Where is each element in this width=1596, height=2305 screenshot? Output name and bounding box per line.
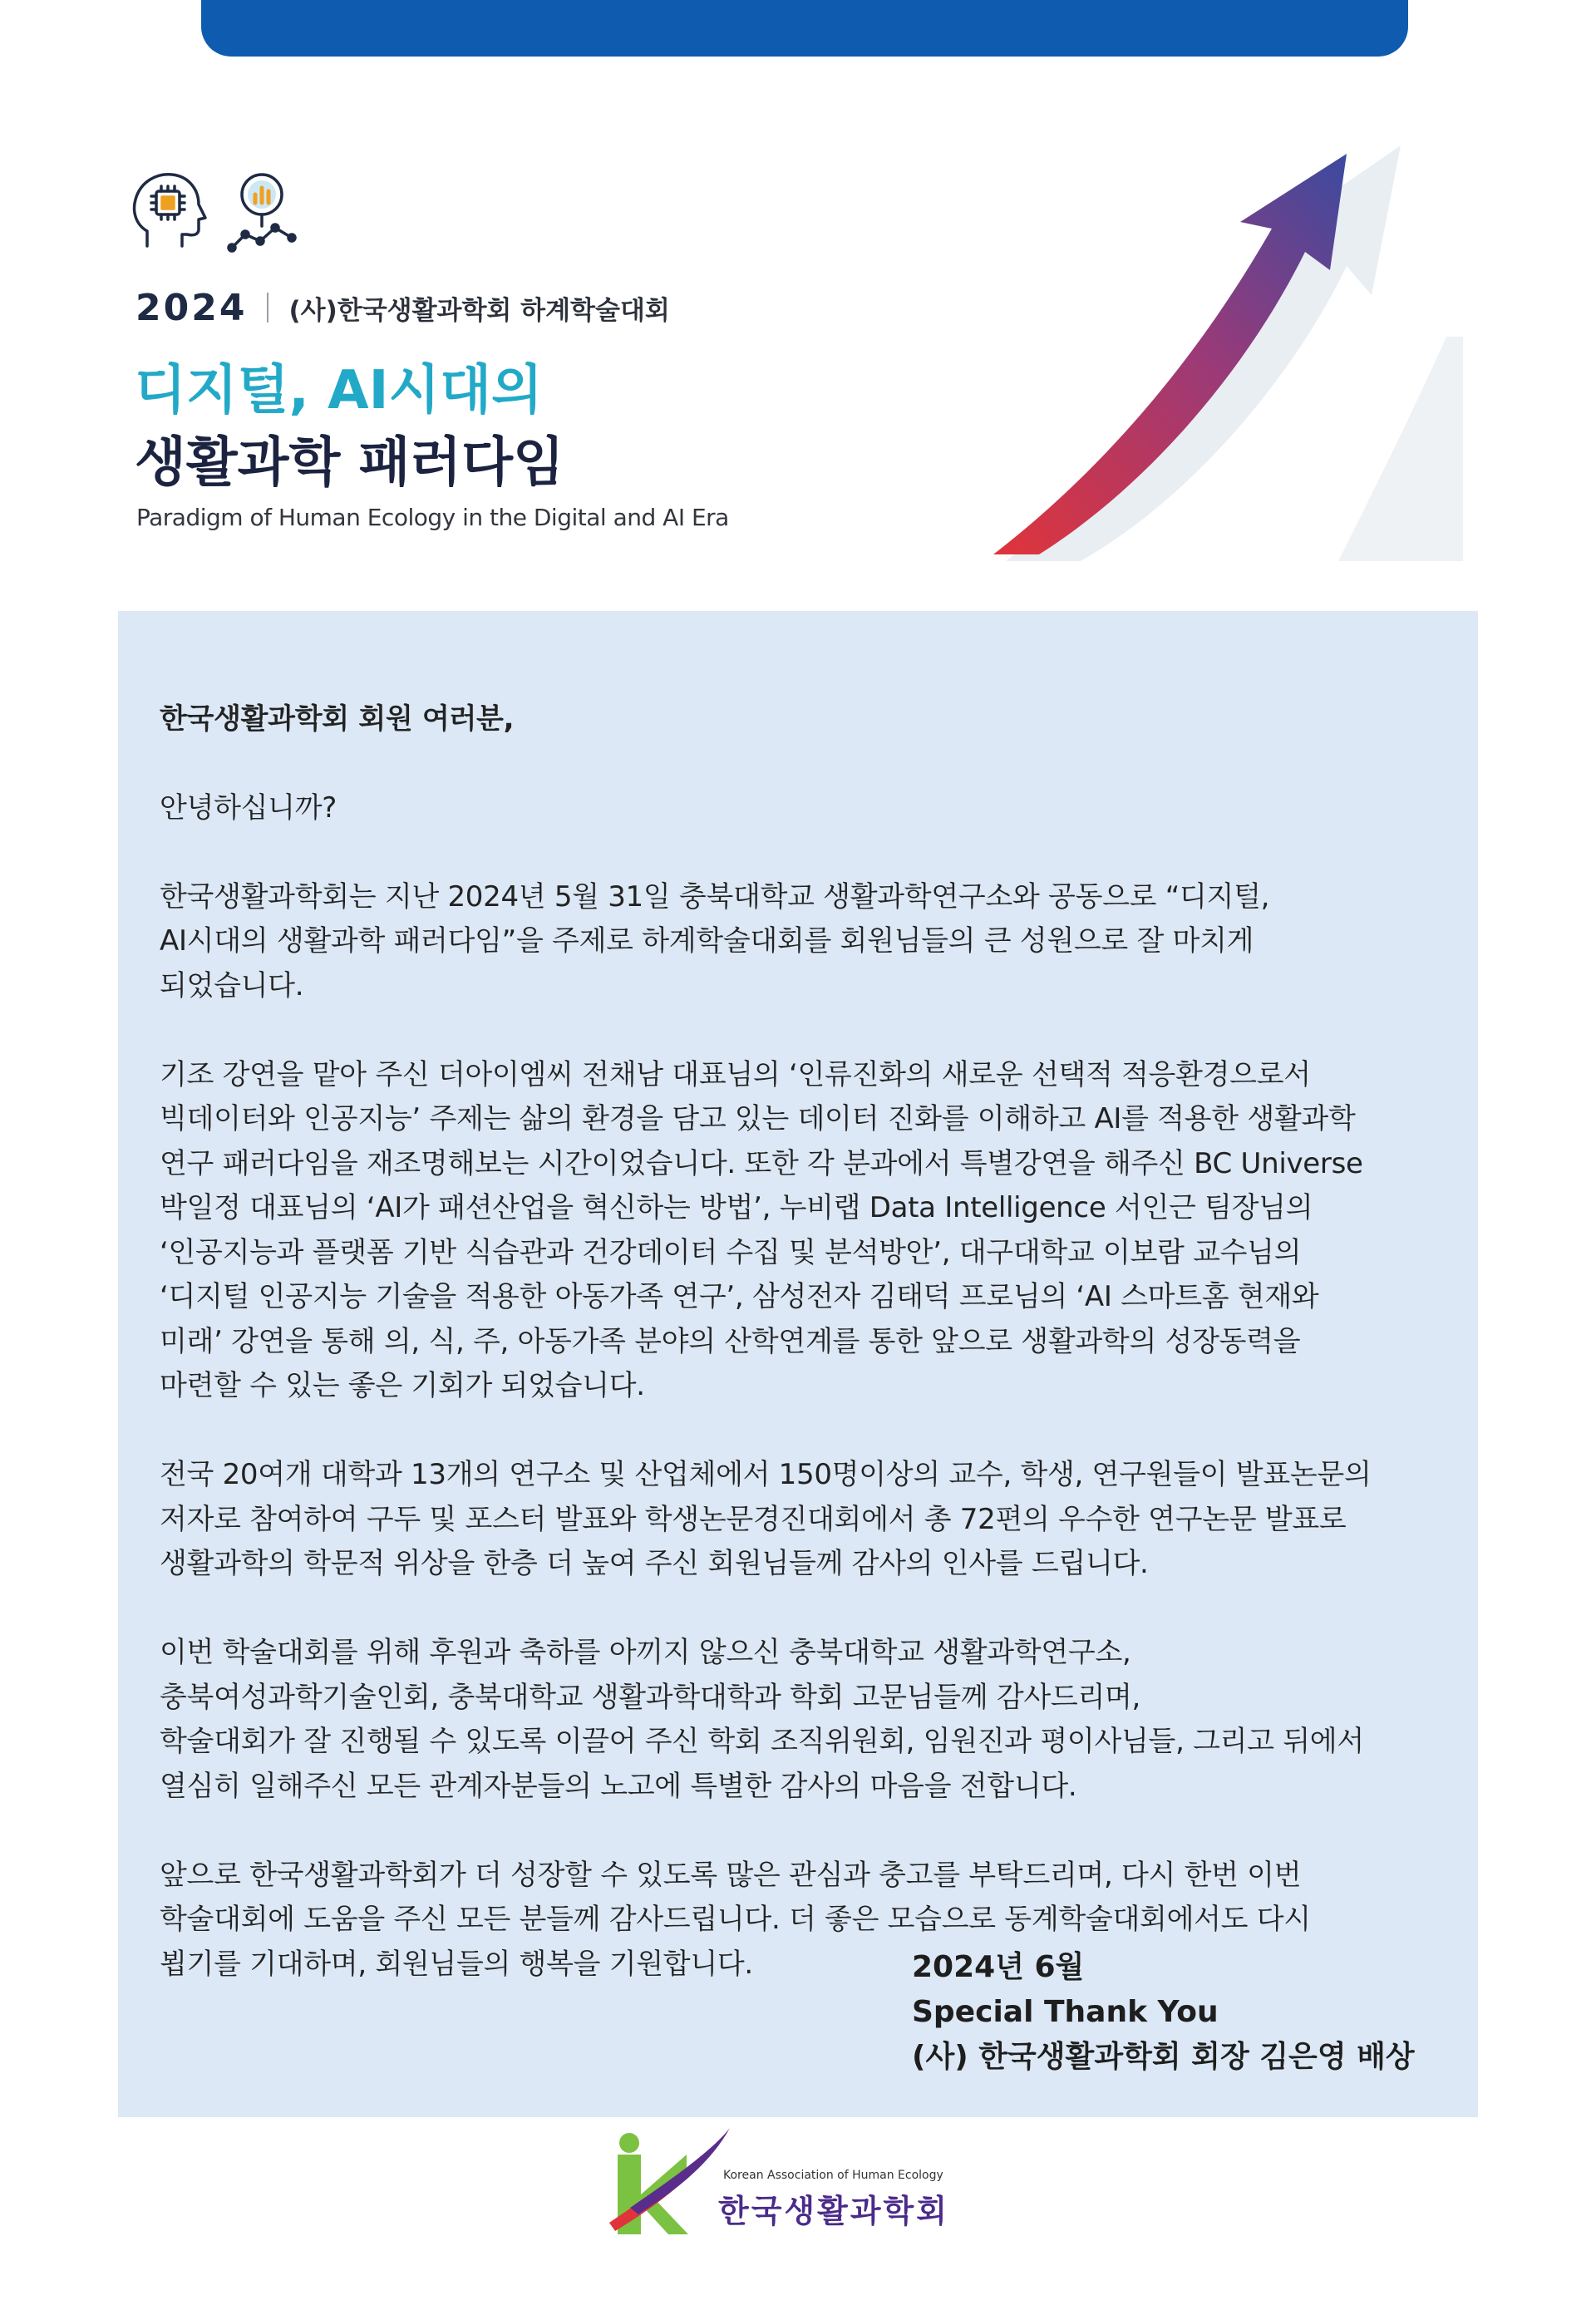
signature-date: 2024년 6월 xyxy=(912,1950,1085,1984)
logo-english-name: Korean Association of Human Ecology xyxy=(723,2169,943,2182)
letter-panel xyxy=(118,611,1478,2117)
letter-paragraph: 이번 학술대회를 위해 후원과 축하를 아끼지 않으신 충북대학교 생활과학연구소, 충북여성과학기술인회, 충북대학교 생활과학대학과 학회 고문님들께 감사드리며, 학술대회가 잘 진행될 수 있도록 이끌어 주신 학회 조직위원회, 임원진과 평이사님들, 그리고 뒤에서 열심히 일해주신 모든 관계자분들의 노고에 특별한 감사의 마음을 전합니다. xyxy=(160,1636,1364,1803)
letter-signature xyxy=(912,1945,1415,2080)
header-divider xyxy=(267,293,268,323)
letter-paragraph: 한국생활과학회는 지난 2024년 5월 31일 충북대학교 생활과학연구소와 공동으로 “디지털, AI시대의 생활과학 패러다임”을 주제로 하계학술대회를 회원님들의 큰 성원으로 잘 마치게 되었습니다. xyxy=(160,879,1270,1002)
title-line-2: 생활과학 패러다임 xyxy=(135,432,564,494)
top-banner-bar xyxy=(201,0,1408,57)
growth-arrow-graphic xyxy=(981,145,1463,561)
signature-signer: (사) 한국생활과학회 회장 김은영 배상 xyxy=(912,2040,1415,2074)
conference-organization: (사)한국생활과학회 하계학술대회 xyxy=(288,295,670,326)
letter-body xyxy=(160,653,1456,1987)
conference-header xyxy=(135,287,670,328)
letter-salutation: 한국생활과학회 회원 여러분, xyxy=(160,702,515,736)
letter-paragraph: 앞으로 한국생활과학회가 더 성장할 수 있도록 많은 관심과 충고를 부탁드리며, 다시 한번 이번 학술대회에 도움을 주신 모든 분들께 감사드립니다. 더 좋은 모습으로 동계학술대회에서도 다시 뵙기를 기대하며, 회원님들의 행복을 기원합니다. xyxy=(160,1858,1311,1981)
logo-korean-name: 한국생활과학회 xyxy=(718,2193,949,2229)
letter-paragraph: 전국 20여개 대학과 13개의 연구소 및 산업체에서 150명이상의 교수, 학생, 연구원들이 발표논문의 저자로 참여하여 구두 및 포스터 발표와 학생논문경진대회에서 총 72편의 우수한 연구논문 발표로 생활과학의 학문적 위상을 한층 더 높여 주신 회원님들께 감사의 인사를 드립니다. xyxy=(160,1458,1372,1580)
title-line-1: 디지털, AI시대의 xyxy=(135,360,543,421)
letter-greeting: 안녕하십니까? xyxy=(160,790,337,825)
english-subtitle: Paradigm of Human Ecology in the Digital and AI Era xyxy=(136,504,729,531)
ai-head-icon xyxy=(135,175,205,246)
conference-year: 2024 xyxy=(135,286,248,329)
signature-thanks: Special Thank You xyxy=(912,1995,1219,2029)
data-magnifier-icon xyxy=(229,175,295,251)
header-icons xyxy=(129,166,303,258)
letter-paragraph: 기조 강연을 맡아 주신 더아이엠씨 전채남 대표님의 ‘인류진화의 새로운 선택적 적응환경으로서 빅데이터와 인공지능’ 주제는 삶의 환경을 담고 있는 데이터 진화를 이해하고 AI를 적용한 생활과학 연구 패러다임을 재조명해보는 시간이었습니다. 또한 각 분과에서 특별강연을 해주신 BC Universe 박일정 대표님의 ‘AI가 패션산업을 혁신하는 방법’, 누비랩 Data Intelligence 서인근 팀장님의 ‘인공지능과 플랫폼 기반 식습관과 건강데이터 수집 및 분석방안’, 대구대학교 이보람 교수님의 ‘디지털 인공지능 기술을 적용한 아동가족 연구’, 삼성전자 김태덕 프로님의 ‘AI 스마트홈 현재와 미래’ 강연을 통해 의, 식, 주, 아동가족 분야의 산학연계를 통한 앞으로 생활과학의 성장동력을 마련할 수 있는 좋은 기회가 되었습니다. xyxy=(160,1057,1363,1402)
